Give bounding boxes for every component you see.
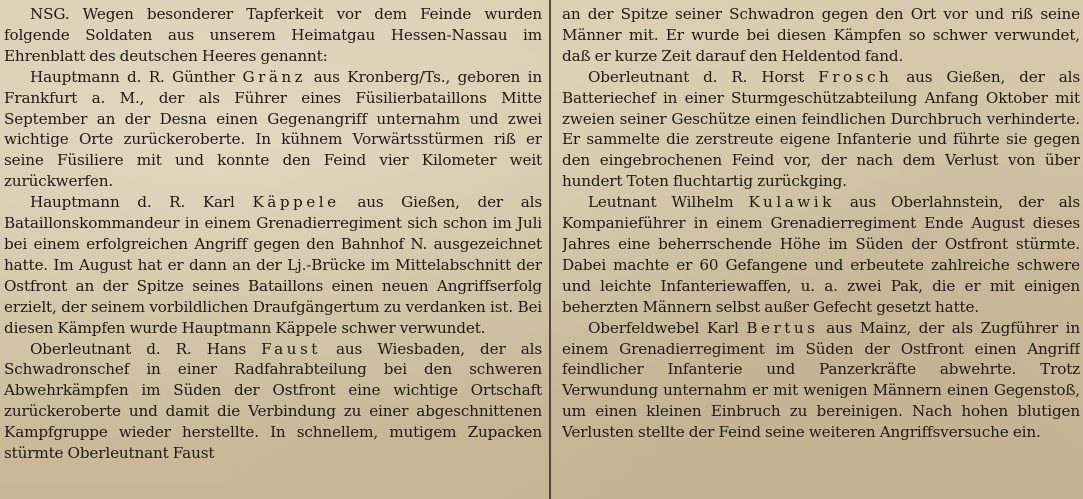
soldier-surname: Gränz [242,67,307,86]
soldier-surname: Faust [261,339,321,358]
soldier-surname: Kulawik [748,193,835,212]
soldier-surname: Frosch [818,67,893,86]
citation-text: aus Kronberg/Ts., geboren in Frankfurt a. M., der als Führer eines Füsilierbataillons Mitte September an der Desna einen Gegenangriff unternahm und zwei wichtige Orte zurückeroberte. In kühnem Vorwärtsstürmen riß er seine Füsiliere mit und konnte den Feind vier Kilometer weit zurückwerfen. [4,67,542,191]
right-column [562,4,1080,496]
soldier-rank: Oberleutnant d. R. Horst [588,67,805,86]
continuation-paragraph [562,4,1080,67]
citation-text: aus Wiesbaden, der als Schwadronschef in einer Radfahrabteilung bei den schweren Abwehrkämpfen im Süden der Ostfront eine wichtige Ortschaft zurückeroberte und damit die Verbindung zu einer abgeschnittenen Kampfgruppe wieder herstellte. In schnellem, mutigem Zupacken stürmte Oberleutnant Faust [4,339,542,463]
citation-paragraph [562,192,1080,317]
citation-text: aus Gießen, der als Batteriechef in einer Sturmgeschützabteilung Anfang Oktober mit zweien seiner Geschütze einen feindlichen Durchbruch verhinderte. Er sammelte die zerstreute eigene Infanterie und führte sie gegen den eingebrochenen Feind vor, der nach dem Verlust von über hundert Toten fluchtartig zurückging. [562,67,1080,191]
citation-text: aus Mainz, der als Zugführer in einem Grenadierregiment im Süden der Ostfront einen Angriff feindlicher Infanterie und Panzerkräfte abwehrte. Trotz Verwundung unternahm er mit wenigen Männern einen Gegenstoß, um einen kleinen Einbruch zu bereinigen. Nach hohen blutigen Verlusten stellte der Feind seine weiteren Angriffsversuche ein. [562,318,1080,442]
citation-paragraph [4,339,542,464]
soldier-rank: Leutnant Wilhelm [588,193,734,212]
citation-text: aus Oberlahnstein, der als Kompanieführer in einem Grenadierregiment Ende August dieses Jahres eine beherrschende Höhe im Süden der Ostfront stürmte. Dabei machte er 60 Gefangene und erbeutete zahlreiche schwere und leichte Infanteriewaffen, u. a. zwei Pak, die er mit einigen beherzten Männern selbst außer Gefecht gesetzt hatte. [562,193,1080,316]
soldier-surname: Käppele [252,193,340,212]
column-divider [549,0,551,499]
citation-paragraph [4,192,542,338]
continuation-text: an der Spitze seiner Schwadron gegen den Ort vor und riß seine Männer mit. Er wurde bei diesen Kämpfen so schwer verwundet, daß er kurze Zeit darauf den Heldentod fand. [562,5,1080,65]
soldier-rank: Oberleutnant d. R. Hans [30,339,246,358]
soldier-rank: Hauptmann d. R. Günther [30,67,235,86]
soldier-rank: Oberfeldwebel Karl [588,318,739,337]
citation-paragraph [4,67,542,192]
soldier-rank: Hauptmann d. R. Karl [30,193,235,212]
citation-paragraph [562,67,1080,192]
intro-paragraph [4,4,542,67]
soldier-surname: Bertus [746,318,819,337]
citation-paragraph [562,318,1080,443]
intro-text: NSG. Wegen besonderer Tapferkeit vor dem Feinde wurden folgende Soldaten aus unserem Heimatgau Hessen-Nassau im Ehrenblatt des deutschen Heeres genannt: [4,5,542,65]
citation-text: aus Gießen, der als Bataillonskommandeur in einem Grenadierregiment sich schon im Juli bei einem erfolgreichen Angriff gegen den Bahnhof N. ausgezeichnet hatte. Im August hat er dann an der Lj.-Brücke im Mittelabschnitt der Ostfront an der Spitze seines Bataillons einen neuen Angriffserfolg erzielt, der seinem vorbildlichen Draufgängertum zu verdanken ist. Bei diesen Kämpfen wurde Hauptmann Käppele schwer verwundet. [4,193,542,337]
left-column [4,4,542,496]
